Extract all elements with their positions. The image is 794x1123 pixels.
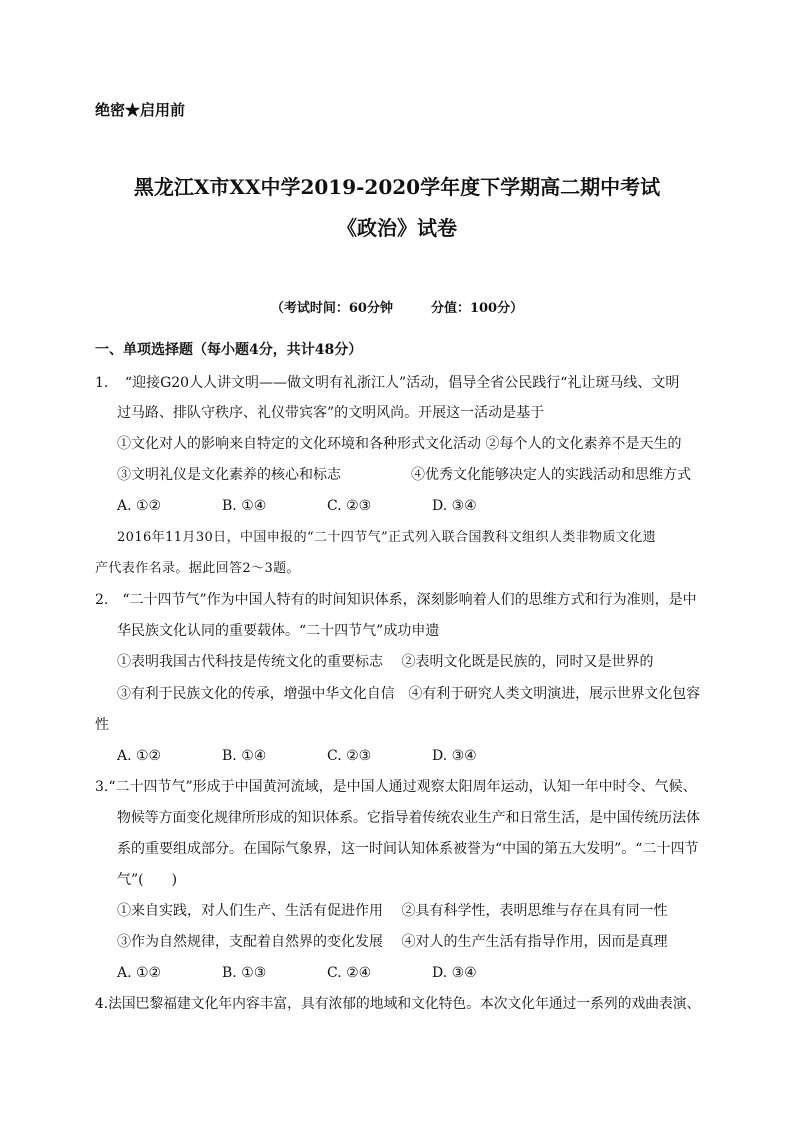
option-c[interactable]: C. ②④ — [327, 965, 372, 981]
question-3-stem-cont-1: 物候等方面变化规律所形成的知识体系。它指导着传统农业生产和日常生活，是中国传统历法体 — [117, 810, 701, 826]
option-c[interactable]: C. ②③ — [327, 748, 372, 764]
section-heading: 一、单项选择题（每小题4分，共计48分） — [95, 342, 363, 358]
question-3-items-34: ③作为自然规律，支配着自然界的变化发展 ④对人的生产生活有指导作用，因而是真理 — [117, 934, 668, 950]
passage-line-1: 2016年11月30日，中国申报的“二十四节气”正式列入联合国教科文组织人类非物质文化遗 — [117, 530, 657, 545]
option-b[interactable]: B. ①③ — [222, 965, 267, 981]
exam-score: 分值：100分） — [430, 301, 524, 316]
question-2-options — [117, 746, 537, 766]
question-2-stem-cont: 华民族文化认同的重要载体。“二十四节气”成功申遗 — [117, 623, 440, 639]
option-c[interactable]: C. ②③ — [327, 498, 372, 514]
question-3-stem-cont-2: 系的重要组成部分。在国际气象界，这一时间认知体系被誉为“中国的第五大发明”。“二十四节 — [117, 841, 699, 857]
question-3-stem: 3.“二十四节气”形成于中国黄河流域，是中国人通过观察太阳周年运动，认知一年中时令、气候、 — [95, 779, 697, 795]
question-2-items-12: ①表明我国古代科技是传统文化的重要标志 ②表明文化既是民族的，同时又是世界的 — [117, 654, 654, 670]
question-1-items-34: ③文明礼仪是文化素养的核心和标志 ④优秀文化能够决定人的实践活动和思维方式 — [117, 467, 691, 483]
question-3-options — [117, 963, 537, 983]
question-3-stem-cont-3: 气”( ) — [117, 872, 178, 888]
exam-info — [0, 299, 794, 319]
option-d[interactable]: D. ③④ — [432, 748, 477, 764]
option-b[interactable]: B. ①④ — [222, 748, 267, 764]
option-a[interactable]: A. ①② — [117, 748, 162, 764]
question-1-items-12: ①文化对人的影响来自特定的文化环境和各种形式文化活动 ②每个人的文化素养不是天生的 — [117, 436, 682, 452]
question-1-options — [117, 496, 537, 516]
question-4-stem: 4.法国巴黎福建文化年内容丰富，具有浓郁的地域和文化特色。本次文化年通过一系列的戏曲表演、 — [95, 996, 701, 1012]
question-2-stem: 2. “二十四节气”作为中国人特有的时间知识体系，深刻影响着人们的思维方式和行为准则，是中 — [95, 592, 697, 608]
question-1-stem-cont: 过马路、排队守秩序、礼仪带宾客”的文明风尚。开展这一活动是基于 — [117, 405, 545, 421]
option-b[interactable]: B. ①④ — [222, 498, 267, 514]
exam-title: 黑龙江X市XX中学2019-2020学年度下学期高二期中考试 — [133, 175, 661, 199]
exam-subject-title: 《政治》试卷 — [337, 216, 457, 240]
option-d[interactable]: D. ③④ — [432, 498, 477, 514]
question-2-items-34: ③有利于民族文化的传承，增强中华文化自信 ④有利于研究人类文明演进，展示世界文化包容 — [117, 686, 701, 702]
confidential-mark: 绝密★启用前 — [95, 101, 186, 119]
exam-time: （考试时间：60分钟 — [270, 301, 393, 316]
option-d[interactable]: D. ③④ — [432, 965, 477, 981]
option-a[interactable]: A. ①② — [117, 965, 162, 981]
passage-line-2: 产代表作名录。据此回答2～3题。 — [95, 561, 300, 576]
question-2-items-34-cont: 性 — [95, 717, 109, 733]
option-a[interactable]: A. ①② — [117, 498, 162, 514]
question-3-items-12: ①来自实践，对人们生产、生活有促进作用 ②具有科学性，表明思维与存在具有同一性 — [117, 903, 668, 919]
question-1-stem: 1． “迎接G20人人讲文明——做文明有礼浙江人”活动，倡导全省公民践行“礼让斑马线、文明 — [95, 375, 680, 391]
